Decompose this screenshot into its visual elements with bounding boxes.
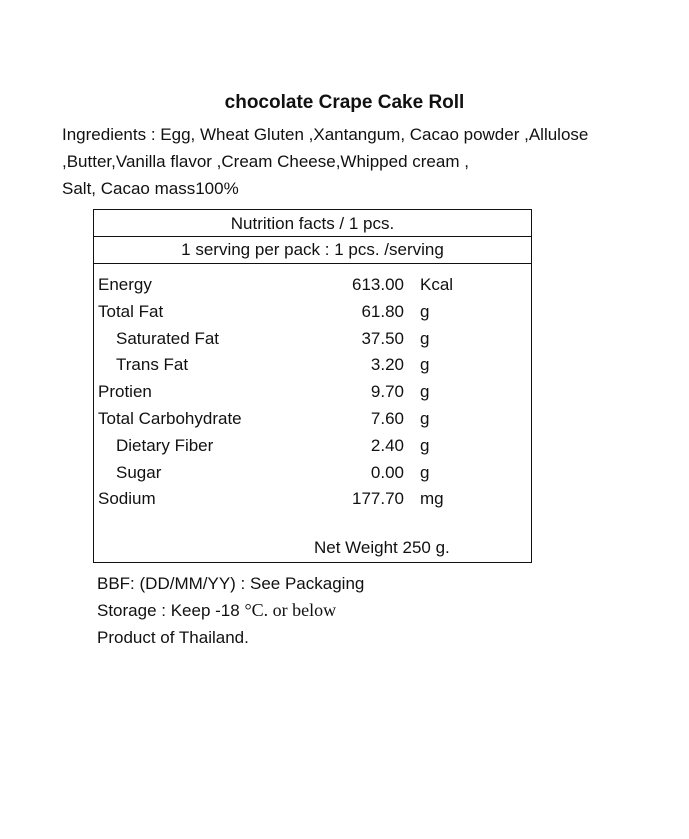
- nutrient-name: Trans Fat: [116, 355, 189, 375]
- nutrient-row-sugar: [94, 460, 531, 487]
- nutrient-name: Sugar: [116, 462, 162, 482]
- nutrient-row-sodium: [94, 486, 531, 513]
- ingredients-text: [62, 121, 682, 202]
- nutrient-unit: g: [420, 355, 430, 375]
- nutrient-name: Sodium: [98, 489, 156, 509]
- country-of-origin: Product of Thailand.: [97, 628, 249, 647]
- best-before: BBF: (DD/MM/YY) : See Packaging: [97, 574, 365, 593]
- product-title: chocolate Crape Cake Roll: [224, 92, 465, 113]
- nutrient-row-total-fat: [94, 299, 531, 326]
- nutrient-value: 613.00: [352, 275, 404, 294]
- nutrient-value: 7.60: [370, 408, 404, 428]
- nutrient-row-protein: [94, 379, 531, 406]
- nutrient-unit: g: [420, 382, 430, 402]
- nutrient-row-saturated-fat: [94, 326, 531, 353]
- serving-info: 1 serving per pack : 1 pcs. /serving: [94, 237, 531, 264]
- nutrient-unit: g: [420, 328, 430, 348]
- nutrient-name: Dietary Fiber: [116, 435, 214, 455]
- nutrient-unit: g: [420, 462, 430, 482]
- nutrient-unit: Kcal: [420, 275, 454, 294]
- nutrient-unit: g: [420, 301, 430, 321]
- nutrient-name: Energy: [98, 275, 152, 294]
- nutrient-value: 61.80: [361, 301, 404, 321]
- storage-instructions: [97, 597, 364, 624]
- net-weight: Net Weight 250 g.: [314, 538, 450, 557]
- nutrition-header: Nutrition facts / 1 pcs.: [94, 210, 531, 237]
- nutrient-row-energy: [94, 272, 531, 299]
- nutrient-rows: [94, 272, 531, 513]
- nutrition-facts-table: [93, 209, 532, 563]
- nutrient-value: 37.50: [361, 328, 404, 348]
- ingredients-line: ,Butter,Vanilla flavor ,Cream Cheese,Whipped cream ,: [62, 152, 469, 171]
- nutrient-name: Total Carbohydrate: [98, 408, 242, 428]
- nutrient-row-dietary-fiber: [94, 433, 531, 460]
- nutrient-value: 177.70: [352, 489, 404, 509]
- storage-prefix: Storage : Keep -18: [97, 601, 245, 620]
- nutrient-value: 3.20: [370, 355, 404, 375]
- nutrient-value: 2.40: [370, 435, 404, 455]
- nutrient-value: 0.00: [370, 462, 404, 482]
- nutrient-name: Saturated Fat: [116, 328, 220, 348]
- nutrient-name: Protien: [98, 382, 152, 402]
- nutrient-row-total-carbohydrate: [94, 406, 531, 433]
- nutrient-unit: g: [420, 408, 430, 428]
- nutrient-unit: mg: [420, 489, 444, 509]
- nutrient-name: Total Fat: [98, 301, 164, 321]
- storage-temperature: °C. or below: [244, 600, 337, 620]
- nutrient-row-trans-fat: [94, 352, 531, 379]
- nutrient-value: 9.70: [370, 382, 404, 402]
- nutrient-unit: g: [420, 435, 430, 455]
- label-footer: [97, 570, 364, 651]
- ingredients-line: Salt, Cacao mass100%: [62, 179, 239, 198]
- ingredients-line: Ingredients : Egg, Wheat Gluten ,Xantangum, Cacao powder ,Allulose: [62, 125, 589, 144]
